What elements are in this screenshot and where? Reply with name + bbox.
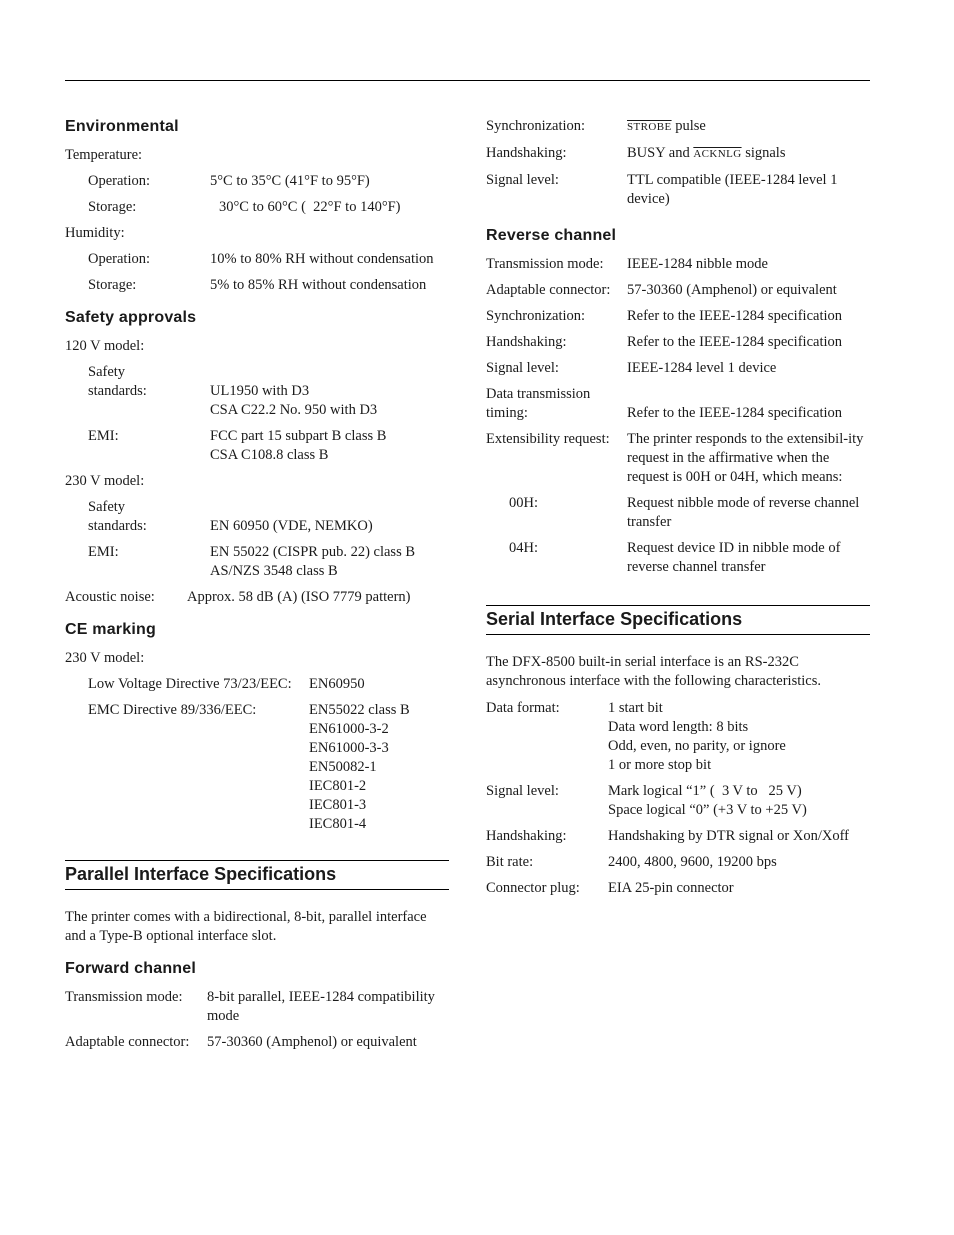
rev-sync-row: [486, 307, 870, 326]
emi-230-row: [65, 543, 449, 581]
safety-label-line2: standards:: [88, 518, 147, 534]
acoustic-row: [65, 588, 449, 607]
rev-04h-label: 04H:: [509, 540, 538, 556]
fwd-handshaking-value: [627, 144, 870, 164]
humidity-label: Humidity:: [65, 225, 125, 241]
ser-signal-level-row: [486, 782, 870, 820]
temp-operation-label: Operation:: [88, 173, 151, 189]
rev-sync-value: Refer to the IEEE-1284 specification: [627, 308, 843, 324]
fwd-transmission-row: [65, 988, 449, 1026]
rev-connector-label: Adaptable connector:: [486, 282, 611, 298]
ser-data-format-value: Odd, even, no parity, or ignore: [608, 738, 786, 754]
acoustic-value: Approx. 58 dB (A) (ISO 7779 pattern): [187, 589, 411, 605]
temp-operation-row: [65, 172, 449, 191]
hum-storage-label: Storage:: [88, 277, 137, 293]
safety-label-line1: Safety: [88, 364, 126, 380]
ser-connector-label: Connector plug:: [486, 880, 580, 896]
emc-value: EN61000-3-3: [309, 740, 389, 756]
safety-label-line2: standards:: [88, 383, 147, 399]
fwd-transmission-label: Transmission mode:: [65, 989, 183, 1005]
emi-230-line1: EN 55022 (CISPR pub. 22) class B: [210, 544, 416, 560]
rev-timing-label-line1: Data transmission: [486, 386, 591, 402]
rev-signal-level-row: [486, 359, 870, 378]
emc-values: [309, 701, 449, 834]
safety-230-line1: EN 60950 (VDE, NEMKO): [210, 518, 373, 534]
parallel-intro: The printer comes with a bidirectional, 8-bit, parallel interface and a Type-B optional interface slot.: [65, 909, 427, 944]
serial-heading: Serial Interface Specifications: [486, 605, 870, 635]
emi-120-row: [65, 427, 449, 465]
ser-handshaking-label: Handshaking:: [486, 828, 567, 844]
ser-signal-level-label: Signal level:: [486, 783, 559, 799]
rev-timing-label: [486, 385, 627, 423]
hum-operation-row: [65, 250, 449, 269]
hum-operation-value: 10% to 80% RH without condensation: [210, 251, 434, 267]
rev-00h-value: Request nibble mode of reverse channel transfer: [627, 495, 860, 530]
safety-heading: Safety approvals: [65, 309, 197, 326]
strobe-signal: STROBE: [627, 121, 672, 133]
forward-channel-heading: Forward channel: [65, 960, 197, 977]
rev-extensibility-label: Extensibility request:: [486, 431, 610, 447]
ser-connector-value: EIA 25-pin connector: [608, 880, 734, 896]
emc-value: IEC801-3: [309, 797, 367, 813]
fwd-connector-value: 57-30360 (Amphenol) or equivalent: [207, 1034, 417, 1050]
rev-connector-value: 57-30360 (Amphenol) or equivalent: [627, 282, 837, 298]
rev-transmission-value: IEEE-1284 nibble mode: [627, 256, 768, 272]
fwd-signal-level-value: TTL compatible (IEEE-1284 level 1 device): [627, 172, 838, 207]
acoustic-label: Acoustic noise:: [65, 589, 155, 605]
safety-120-values: [210, 363, 449, 420]
safety-120-line1: UL1950 with D3: [210, 383, 310, 399]
fwd-transmission-value: 8-bit parallel, IEEE-1284 compatibility mode: [207, 989, 435, 1024]
emc-value: EN50082-1: [309, 759, 377, 775]
rev-signal-level-label: Signal level:: [486, 360, 559, 376]
lvd-row: [65, 675, 449, 694]
ser-bit-rate-label: Bit rate:: [486, 854, 534, 870]
rev-connector-row: [486, 281, 870, 300]
rev-handshaking-row: [486, 333, 870, 352]
safety-230-row: [65, 498, 449, 536]
ser-signal-level-line1: Mark logical “1” ( 3 V to 25 V): [608, 783, 802, 799]
temp-storage-label: Storage:: [88, 199, 137, 215]
temp-storage-value: 30°C to 60°C ( 22°F to 140°F): [219, 199, 401, 215]
emc-value: EN55022 class B: [309, 702, 410, 718]
rev-00h-row: [486, 494, 870, 532]
rev-timing-label-line2: timing:: [486, 405, 528, 421]
fwd-hs-prefix: BUSY and: [627, 145, 694, 161]
ser-bit-rate-row: [486, 853, 870, 872]
rev-timing-row: [486, 385, 870, 423]
left-column: [65, 110, 449, 1059]
rev-04h-row: [486, 539, 870, 577]
emc-value: IEC801-2: [309, 778, 367, 794]
rev-signal-level-value: IEEE-1284 level 1 device: [627, 360, 777, 376]
ser-data-format-value: 1 start bit: [608, 700, 663, 716]
safety-standards-label-230: [65, 498, 210, 536]
reverse-channel-heading: Reverse channel: [486, 227, 617, 244]
emi-230-values: [210, 543, 449, 581]
ser-handshaking-row: [486, 827, 870, 846]
rev-timing-value: Refer to the IEEE-1284 specification: [627, 405, 843, 421]
rev-sync-label: Synchronization:: [486, 308, 586, 324]
ser-data-format-values: [608, 699, 870, 775]
temp-storage-row: [65, 198, 449, 217]
rev-04h-value: Request device ID in nibble mode of reverse channel transfer: [627, 540, 841, 575]
ser-data-format-row: [486, 699, 870, 775]
rev-extensibility-row: [486, 430, 870, 487]
emc-value: IEC801-4: [309, 816, 367, 832]
right-column: [486, 110, 870, 905]
emi-label: EMI:: [88, 428, 119, 444]
ser-bit-rate-value: 2400, 4800, 9600, 19200 bps: [608, 854, 777, 870]
ser-data-format-value: Data word length: 8 bits: [608, 719, 749, 735]
fwd-signal-level-label: Signal level:: [486, 172, 559, 188]
fwd-handshaking-row: [486, 144, 870, 164]
safety-standards-label: [65, 363, 210, 420]
emc-value: EN61000-3-2: [309, 721, 389, 737]
ser-data-format-label: Data format:: [486, 700, 560, 716]
safety-120-line2: CSA C22.2 No. 950 with D3: [210, 402, 378, 418]
ser-signal-level-values: [608, 782, 870, 820]
fwd-sync-row: [486, 117, 870, 137]
temp-operation-value: 5°C to 35°C (41°F to 95°F): [210, 173, 370, 189]
fwd-hs-suffix: signals: [741, 145, 786, 161]
rev-timing-values: [627, 385, 870, 423]
rev-handshaking-value: Refer to the IEEE-1284 specification: [627, 334, 843, 350]
rev-handshaking-label: Handshaking:: [486, 334, 567, 350]
fwd-handshaking-label: Handshaking:: [486, 145, 567, 161]
ser-handshaking-value: Handshaking by DTR signal or Xon/Xoff: [608, 828, 849, 844]
ser-signal-level-line2: Space logical “0” (+3 V to +25 V): [608, 802, 807, 818]
rev-transmission-label: Transmission mode:: [486, 256, 604, 272]
model-230-label: 230 V model:: [65, 473, 145, 489]
emi-120-values: [210, 427, 449, 465]
rev-00h-label: 00H:: [509, 495, 538, 511]
model-120-label: 120 V model:: [65, 338, 145, 354]
lvd-value: EN60950: [309, 676, 365, 692]
fwd-sync-value: [627, 117, 870, 137]
emi-120-line2: CSA C108.8 class B: [210, 447, 329, 463]
fwd-connector-row: [65, 1033, 449, 1052]
serial-intro: The DFX-8500 built-in serial interface is an RS-232C asynchronous interface with the following characteristics.: [486, 654, 821, 689]
fwd-connector-label: Adaptable connector:: [65, 1034, 190, 1050]
page-top-rule: [65, 80, 870, 81]
hum-storage-value: 5% to 85% RH without condensation: [210, 277, 427, 293]
safety-120-row: [65, 363, 449, 420]
emc-label: EMC Directive 89/336/EEC:: [88, 702, 257, 718]
parallel-heading: Parallel Interface Specifications: [65, 860, 449, 890]
rev-extensibility-value: The printer responds to the extensibil-ity request in the affirmative when the request is 00H or 04H, which means:: [627, 431, 864, 485]
rev-transmission-row: [486, 255, 870, 274]
safety-label-line1: Safety: [88, 499, 126, 515]
temperature-label: Temperature:: [65, 147, 143, 163]
environmental-heading: Environmental: [65, 118, 179, 135]
safety-230-values: [210, 498, 449, 536]
fwd-sync-suffix: pulse: [671, 118, 706, 134]
fwd-sync-label: Synchronization:: [486, 118, 586, 134]
fwd-signal-level-row: [486, 171, 870, 209]
ser-connector-row: [486, 879, 870, 898]
emi-230-line2: AS/NZS 3548 class B: [210, 563, 338, 579]
emi-label-230: EMI:: [88, 544, 119, 560]
ser-data-format-value: 1 or more stop bit: [608, 757, 712, 773]
lvd-label: Low Voltage Directive 73/23/EEC:: [88, 676, 292, 692]
emc-row: [65, 701, 449, 834]
hum-storage-row: [65, 276, 449, 295]
ce-model-230-label: 230 V model:: [65, 650, 145, 666]
acknlg-signal: ACKNLG: [693, 148, 742, 160]
hum-operation-label: Operation:: [88, 251, 151, 267]
ce-heading: CE marking: [65, 621, 156, 638]
emi-120-line1: FCC part 15 subpart B class B: [210, 428, 387, 444]
